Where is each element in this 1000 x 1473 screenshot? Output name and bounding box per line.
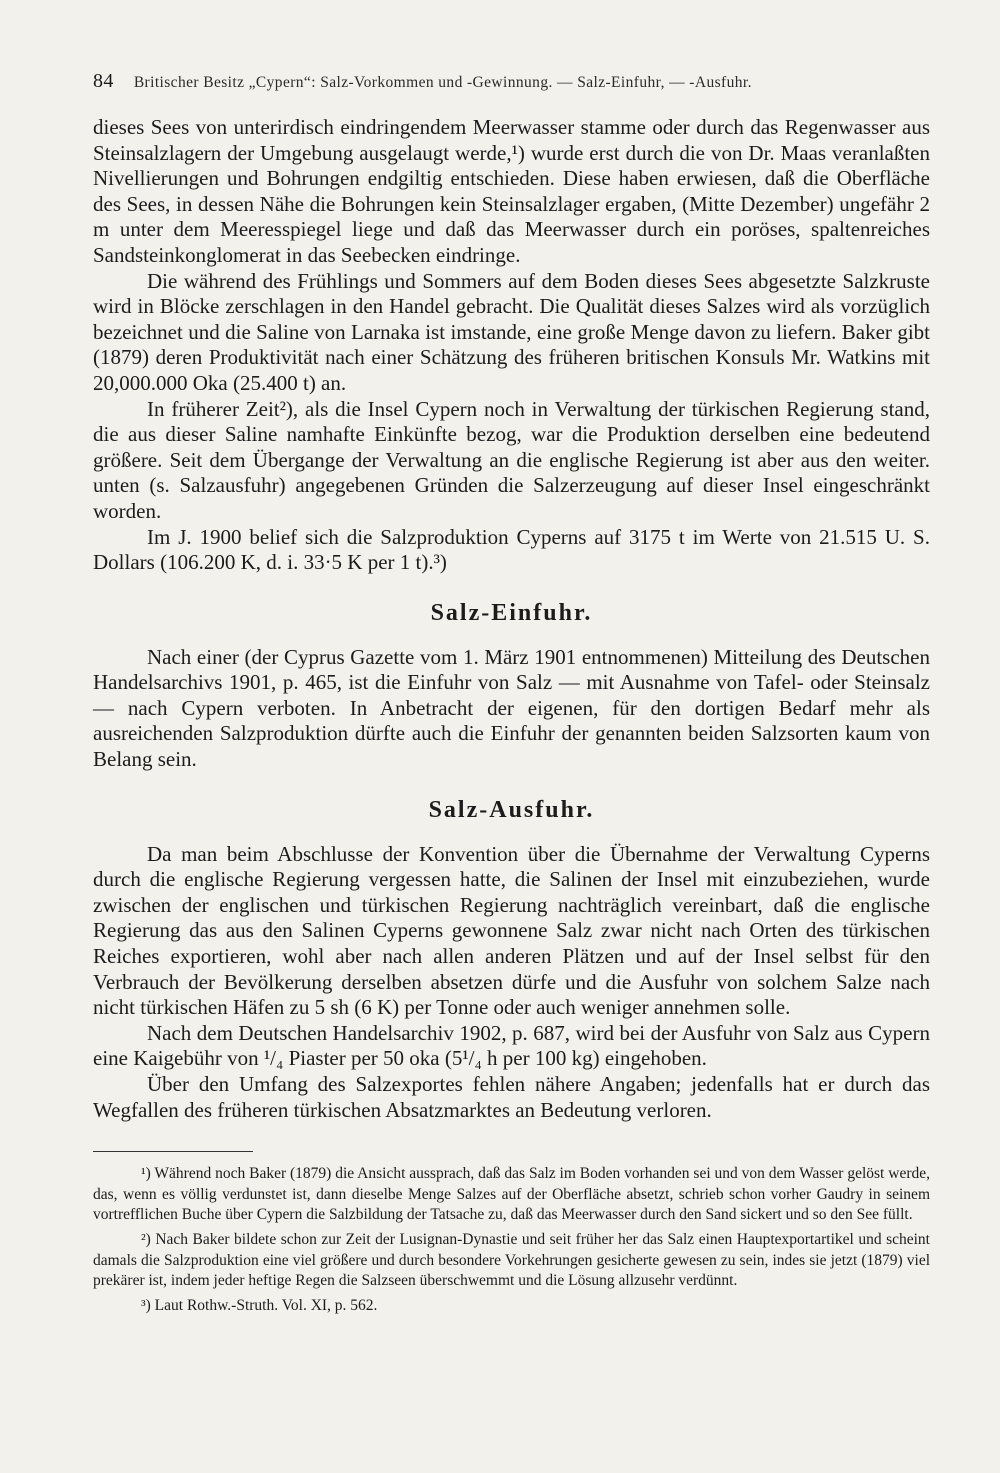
paragraph-fruehere-zeit: In früherer Zeit²), als die Insel Cypern noch in Verwaltung der türkischen Regierung stand, die aus dieser Saline namhafte Einkünfte bezog, war die Produktion derselben eine bedeutend größere. Seit dem Übergange der Verwaltung an die englische Regierung ist aber aus den weiter. unten (s. Salzausfuhr) angegebenen Gründen die Salzerzeugung auf dieser Insel eingeschränkt worden.	[93, 396, 930, 523]
running-head-title: Britischer Besitz „Cypern“: Salz-Vorkommen und -Gewinnung. — Salz-Einfuhr, — -Ausfuhr.	[133, 74, 752, 91]
footnote-1: ¹) Während noch Baker (1879) die Ansicht aussprach, daß das Salz im Boden vorhanden sei und von dem Wasser gelöst werde, das, wenn es völlig verdunstet ist, dann dieselbe Menge Salzes auf der Oberfläche absetzt, schrieb schon vorher Gaudry in seinem vortrefflichen Buche über Cypern die Salzbildung der Tatsache zu, daß das Meerwasser durch den Sand sickert und so den See füllt.	[93, 1165, 930, 1224]
footnote-2: ²) Nach Baker bildete schon zur Zeit der Lusignan-Dynastie und seit früher her das Salz einen Hauptexportartikel und scheint damals die Salzproduktion eine viel größere und durch besondere Vorkehrungen gesicherte gewesen zu sein, indes sie jetzt (1879) viel prekärer ist, indem jeder heftige Regen die Salzseen überschwemmt und die Lösung allzusehr verdünnt.	[93, 1230, 930, 1290]
footnote-3: ³) Laut Rothw.-Struth. Vol. XI, p. 562.	[141, 1296, 378, 1314]
running-head	[93, 70, 930, 93]
paragraph-ausfuhr-umfang: Über den Umfang des Salzexportes fehlen nähere Angaben; jedenfalls hat er durch das Wegfallen des früheren türkischen Absatzmarktes an Bedeutung verloren.	[93, 1072, 930, 1122]
body-text-top	[93, 115, 930, 576]
section-salz-ausfuhr	[93, 797, 930, 1124]
footnotes	[93, 1164, 930, 1316]
paragraph-einfuhr: Nach einer (der Cyprus Gazette vom 1. März 1901 entnommenen) Mitteilung des Deutschen Handelsarchivs 1901, p. 465, ist die Einfuhr von Salz — mit Ausnahme von Tafel- oder Steinsalz — nach Cypern verboten. In Anbetracht der eigenen, für den dortigen Bedarf mehr als ausreichenden Salzproduktion dürfte auch die Einfuhr der genannten beiden Salzsorten kaum von Belang sein.	[93, 644, 930, 772]
section-title-ausfuhr: Salz-Ausfuhr.	[428, 796, 595, 823]
paragraph-ausfuhr-kaigebuehr: Nach dem Deutschen Handelsarchiv 1902, p. 687, wird bei der Ausfuhr von Salz aus Cypern eine Kaigebühr von ¹/₄ Piaster per 50 oka (5¹/₄ h per 100 kg) eingehoben.	[93, 1020, 930, 1071]
paragraph-salzproduktion-1900: Im J. 1900 belief sich die Salzproduktion Cyperns auf 3175 t im Werte von 21.515 U. S. Dollars (106.200 K, d. i. 33·5 K per 1 t).³)	[93, 524, 930, 575]
paragraph-ausfuhr-konvention: Da man beim Abschlusse der Konvention über die Übernahme der Verwaltung Cyperns durch die englische Regierung vergessen hatte, die Salinen der Insel mit einzubeziehen, wurde zwischen der englischen und türkischen Regierung nachträglich vereinbart, daß die englische Regierung das aus den Salinen Cyperns gewonnene Salz zwar nicht nach Orten des türkischen Reiches exportieren, wohl aber nach allen anderen Plätzen und auf der Insel selbst für den Verbrauch der Bevölkerung derselben absetzen dürfe und die Ausfuhr von solchem Salze nach nicht türkischen Häfen zu 5 sh (6 K) per Tonne oder auch weniger annehmen solle.	[93, 841, 930, 1020]
footnote-divider	[93, 1151, 253, 1152]
paragraph-salzkruste: Die während des Frühlings und Sommers auf dem Boden dieses Sees abgesetzte Salzkruste wird in Blöcke zerschlagen in den Handel gebracht. Die Qualität dieses Salzes wird als vorzüglich bezeichnet und die Saline von Larnaka ist imstande, eine große Menge davon zu liefern. Baker gibt (1879) deren Produktivität nach einer Schätzung des früheren britischen Konsuls Mr. Watkins mit 20,000.000 Oka (25.400 t) an.	[93, 268, 930, 395]
section-title-einfuhr: Salz-Einfuhr.	[430, 599, 593, 626]
paragraph-continuation: dieses Sees von unterirdisch eindringendem Meerwasser stamme oder durch das Regenwasser aus Steinsalzlagern der Umgebung ausgelaugt werde,¹) wurde erst durch die von Dr. Maas veranlaßten Nivellierungen und Bohrungen endgiltig entschieden. Diese haben erwiesen, daß die Oberfläche des Sees, in dessen Nähe die Bohrungen kein Steinsalzlager ergaben, (Mitte Dezember) ungefähr 2 m unter dem Meeresspiegel liege und daß das Meerwasser durch ein poröses, spaltenreiches Sandsteinkonglomerat in das Seebecken eindringe.	[93, 115, 930, 267]
page-number: 84	[93, 70, 114, 92]
section-salz-einfuhr	[93, 600, 930, 773]
